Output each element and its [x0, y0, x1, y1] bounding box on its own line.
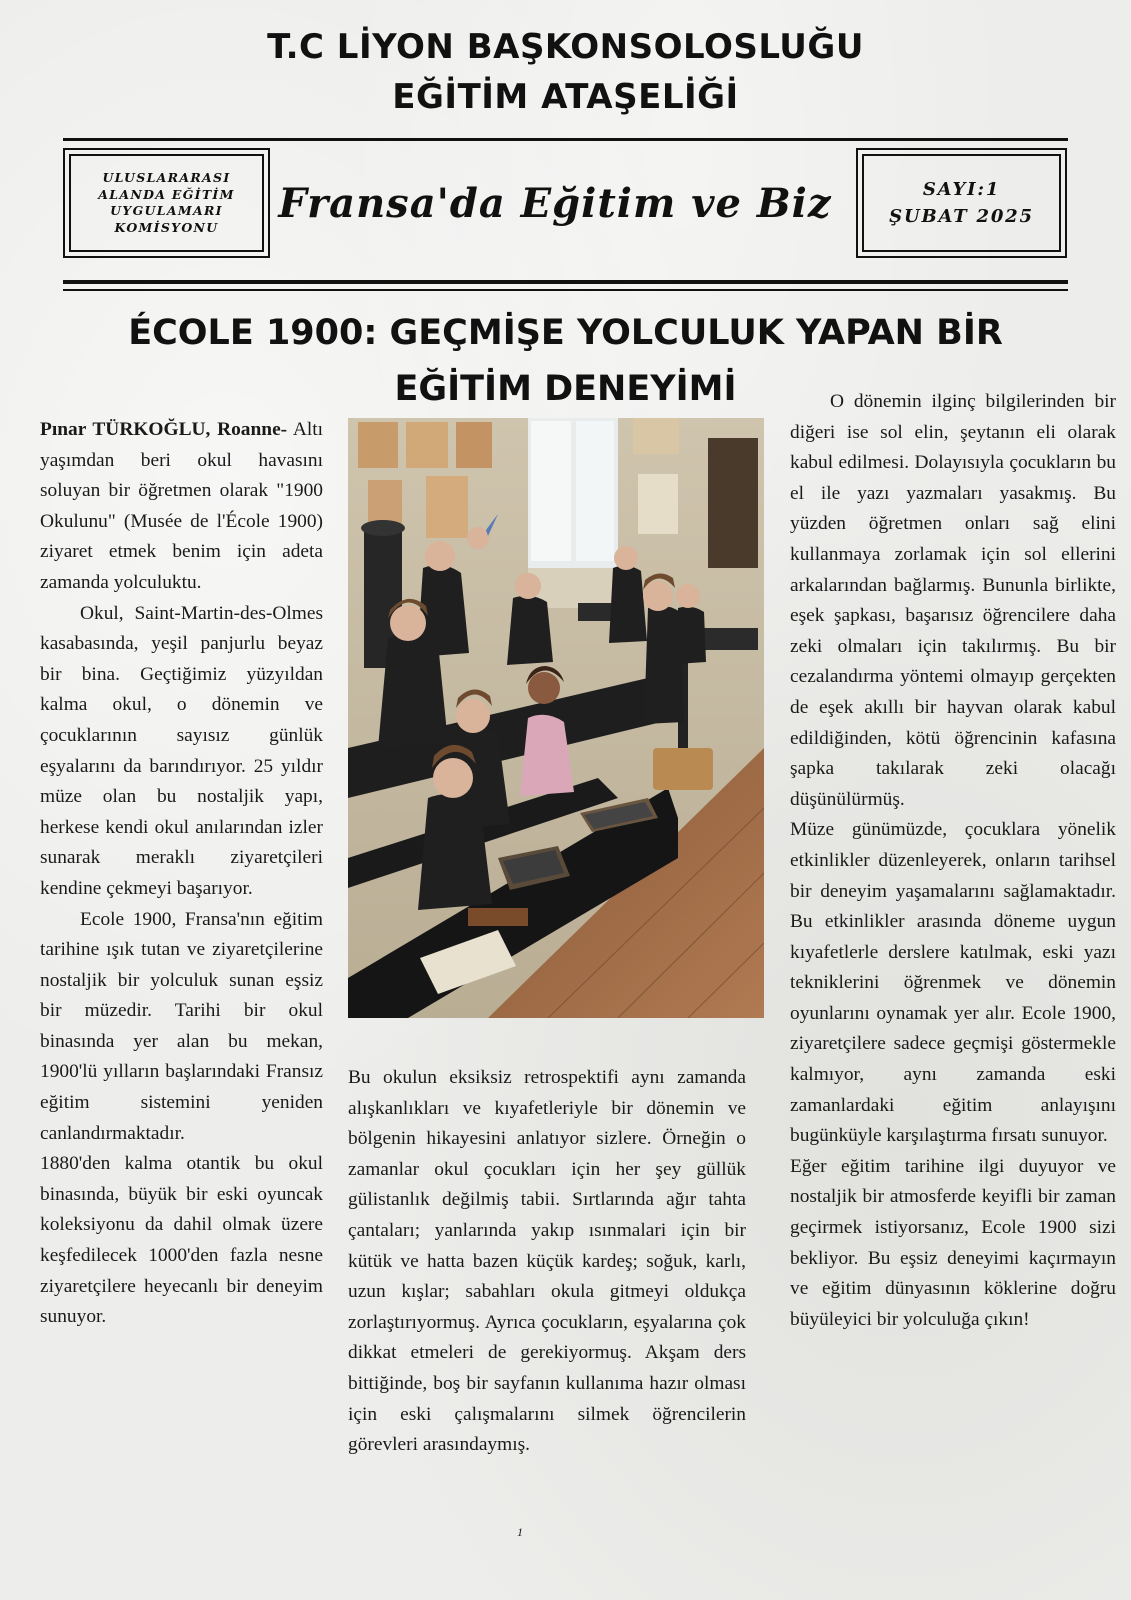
- double-rule-top: [63, 280, 1068, 284]
- top-rule: [63, 138, 1068, 141]
- consulate-header: [0, 22, 1131, 122]
- classroom-photo: [348, 418, 764, 1018]
- paragraph: [40, 415, 323, 599]
- header-line-1: T.C LİYON BAŞKONSOLOSLUĞU: [267, 27, 864, 67]
- paragraph: Okul, Saint-Martin-des-Olmes kasabasında, yeşil panjurlu beyaz bir bina. Geçtiğimiz yüzyıldan kalma okul, o dönemin ve çocuklarının sayısız günlük eşyalarını da barındırıyor. 25 yıldır müze olan bu nostaljik yapı, herkese kendi okul anılarından izler sunarak meraklı ziyaretçileri kendine çekmeyi başarıyor.: [40, 602, 323, 899]
- paragraph: Eğer eğitim tarihine ilgi duyuyor ve nostaljik bir atmosferde keyifli bir zaman geçirmek istiyorsanız, Ecole 1900 sizi bekliyor. Bu eşsiz deneyimi kaçırmayın ve eğitim dünyasının köklerine doğru büyüleyici bir yolculuğa çıkın!: [790, 1155, 1116, 1330]
- headline-line-1: ÉCOLE 1900: GEÇMİŞE YOLCULUK YAPAN BİR: [128, 313, 1003, 353]
- paragraph: Müze günümüzde, çocuklara yönelik etkinlikler düzenleyerek, onların tarihsel bir deneyim yaşamalarını sağlamaktadır. Bu etkinlikler arasında döneme uygun kıyafetlerle derslere katılmak, eski yazı tekniklerini öğrenmek ve dönemin oyunlarını oynamak yer alır. Ecole 1900, ziyaretçilere sadece geçmişi göstermekle kalmıyor, aynı zamanda eski zamanlardaki eğitim anlayışını bugünküyle karşılaştırma fırsatı sunuyor.: [790, 819, 1116, 1147]
- issue-date: ŞUBAT 2025: [889, 206, 1034, 227]
- paragraph: Ecole 1900, Fransa'nın eğitim tarihine ışık tutan ve ziyaretçilerine nostaljik bir yolculuk sunan eşsiz bir müzedir. Tarihi bir okul binasında yer alan bu mekan, 1900'lü yılların başlarındaki Fransız eğitim sistemini yeniden canlandırmaktadır.: [40, 908, 323, 1144]
- double-rule-bottom: [63, 289, 1068, 291]
- issue-box: [856, 148, 1067, 258]
- commission-line: KOMİSYONU: [114, 219, 219, 235]
- paragraph: O dönemin ilginç bilgilerinden bir diğeri ise sol elin, şeytanın eli olarak kabul edilmesi. Dolayısıyla çocukların bu el ile yazı yazmaları yasakmış. Bu yüzden öğretmen onları sağ elini kullanmaya zorlamak için sol ellerini arkalarından bağlarmış. Bununla birlikte, eşek şapkası, başarısız öğrencilere daha zeki olmaları için takılırmış. Bu bir cezalandırma yöntemi olmayıp gerçekten de eşek akıllı bir hayvan olarak kabul edildiğinden, kötü öğrencinin kafasına şapka takılarak zeki olacağı düşünülürmüş.: [790, 391, 1116, 810]
- issue-box-inner: [862, 154, 1061, 252]
- paragraph-text: Altı yaşımdan beri okul havasını soluyan bir öğretmen olarak "1900 Okulunu" (Musée de l'École 1900) ziyaret etmek benim için adeta zamanda yolculuktu.: [40, 419, 324, 593]
- article-column-2: [348, 1063, 746, 1461]
- commission-box-inner: [69, 154, 264, 252]
- issue-number: SAYI:1: [922, 179, 1001, 200]
- commission-line: ALANDA EĞİTİM: [98, 186, 235, 202]
- paragraph: Bu okulun eksiksiz retrospektifi aynı zamanda alışkanlıkları ve kıyafetleriyle bir dönemin ve bölgenin hikayesini anlatıyor sizlere. Örneğin o zamanlar okul çocukları için her şey güllük gülistanlık değilmiş tabii. Sırtlarında ağır tahta çantaları; yanlarında yakıp ısınmalari için bir kütük ve hatta bazen küçük kardeş; soğuk, karlı, uzun kışlar; sabahları okula gitmeyi oldukça zorlaştırıyormuş. Ayrıca çocukların, eşyalarına çok dikkat etmeleri de gerekiyormuş. Akşam ders bittiğinde, boş bir sayfanın kullanıma hazır olması için eski çalışmalarını silmek öğrencilerin görevleri arasındaymış.: [348, 1067, 746, 1456]
- article-column-3: [790, 387, 1116, 1335]
- article-column-1: [40, 415, 323, 1333]
- header-line-2: EĞİTİM ATAŞELİĞİ: [392, 77, 739, 117]
- commission-box: [63, 148, 270, 258]
- headline-line-2: EĞİTİM DENEYİMİ: [394, 369, 737, 409]
- author-byline: Pınar TÜRKOĞLU, Roanne-: [40, 419, 288, 440]
- masthead-title: Fransa'da Eğitim ve Biz: [278, 180, 832, 227]
- commission-line: ULUSLARARASI: [102, 170, 231, 185]
- page-number: 1: [517, 1525, 523, 1539]
- paragraph: 1880'den kalma otantik bu okul binasında, büyük bir eski oyuncak koleksiyonu da dahil olmak üzere keşfedilecek 1000'den fazla nesne ziyaretçilere heyecanlı bir deneyim sunuyor.: [40, 1153, 323, 1328]
- classroom-photo-drawing: [348, 418, 764, 1018]
- commission-line: UYGULAMARI: [110, 203, 223, 218]
